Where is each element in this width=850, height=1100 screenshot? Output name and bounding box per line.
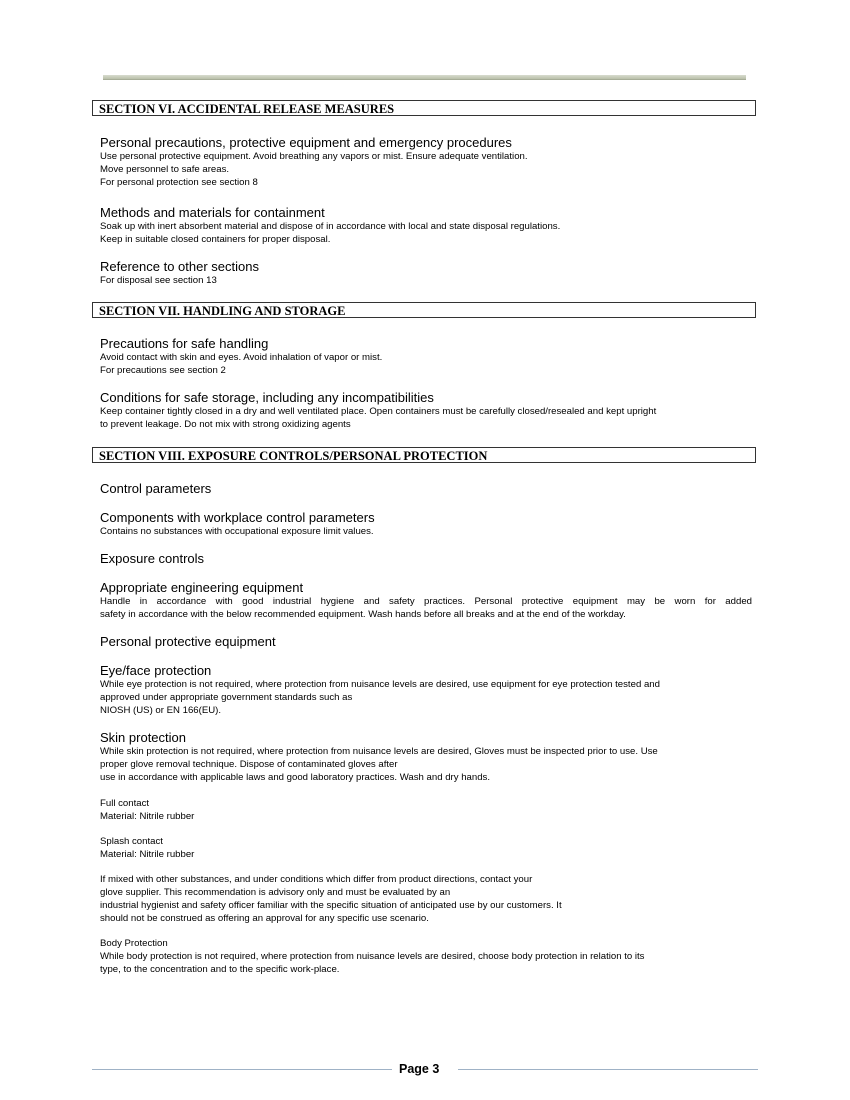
eye-face-heading: Eye/face protection (100, 663, 212, 678)
ppe-block (100, 634, 752, 649)
personal-precautions-line-1: Use personal protective equipment. Avoid breathing any vapors or mist. Ensure adequate ventilation. (100, 151, 528, 162)
containment-block (100, 205, 752, 246)
engineering-line-1: Handle in accordance with good industrial hygiene and safety practices. Personal protective equipment may be worn for added (100, 596, 752, 607)
eye-face-line-1: While eye protection is not required, where protection from nuisance levels are desired, use equipment for eye protection tested and (100, 679, 660, 690)
safe-storage-line-2: to prevent leakage. Do not mix with strong oxidizing agents (100, 419, 351, 430)
page-number: Page 3 (399, 1062, 440, 1076)
mixed-line-1: If mixed with other substances, and under conditions which differ from product directions, contact your (100, 874, 533, 885)
exposure-controls-heading: Exposure controls (100, 551, 205, 566)
safe-storage-heading: Conditions for safe storage, including any incompatibilities (100, 390, 434, 405)
skin-block (100, 730, 752, 784)
splash-contact-label: Splash contact (100, 836, 163, 847)
safe-storage-block (100, 390, 752, 431)
engineering-heading: Appropriate engineering equipment (100, 580, 304, 595)
top-divider (103, 75, 746, 80)
components-block (100, 510, 752, 538)
mixed-line-3: industrial hygienist and safety officer familiar with the specific situation of anticipated use by our customers. It (100, 900, 562, 911)
ppe-heading: Personal protective equipment (100, 634, 276, 649)
full-contact-block (100, 797, 752, 823)
safe-handling-heading: Precautions for safe handling (100, 336, 269, 351)
containment-line-2: Keep in suitable closed containers for proper disposal. (100, 234, 331, 245)
mixed-line-4: should not be construed as offering an approval for any specific use scenario. (100, 913, 429, 924)
section-8-header: SECTION VIII. EXPOSURE CONTROLS/PERSONAL PROTECTION (92, 447, 756, 463)
section-6-header: SECTION VI. ACCIDENTAL RELEASE MEASURES (92, 100, 756, 116)
containment-line-1: Soak up with inert absorbent material and dispose of in accordance with local and state disposal regulations. (100, 221, 561, 232)
mixed-substances-block (100, 873, 752, 925)
full-contact-material: Material: Nitrile rubber (100, 811, 195, 822)
reference-block (100, 259, 752, 287)
reference-heading: Reference to other sections (100, 259, 259, 274)
engineering-block (100, 580, 752, 621)
personal-precautions-block (100, 135, 752, 189)
engineering-line-2: safety in accordance with the below recommended equipment. Wash hands before all breaks and at the end of the workday. (100, 609, 626, 620)
footer-rule-left (92, 1069, 392, 1070)
body-protection-heading: Body Protection (100, 938, 168, 949)
control-parameters-heading: Control parameters (100, 481, 212, 496)
eye-face-line-3: NIOSH (US) or EN 166(EU). (100, 705, 222, 716)
body-protection-block (100, 937, 752, 976)
skin-line-3: use in accordance with applicable laws and good laboratory practices. Wash and dry hands. (100, 772, 491, 783)
safe-handling-line-2: For precautions see section 2 (100, 365, 226, 376)
full-contact-label: Full contact (100, 798, 150, 809)
safe-storage-line-1: Keep container tightly closed in a dry and well ventilated place. Open containers must be carefully closed/resealed and kept upright (100, 406, 657, 417)
body-protection-line-2: type, to the concentration and to the specific work-place. (100, 964, 340, 975)
control-parameters-block (100, 481, 752, 496)
components-line-1: Contains no substances with occupational exposure limit values. (100, 526, 374, 537)
reference-line-1: For disposal see section 13 (100, 275, 217, 286)
body-protection-line-1: While body protection is not required, where protection from nuisance levels are desired, choose body protection in relation to its (100, 951, 645, 962)
personal-precautions-line-2: Move personnel to safe areas. (100, 164, 230, 175)
eye-face-block (100, 663, 752, 717)
section-7-header: SECTION VII. HANDLING AND STORAGE (92, 302, 756, 318)
splash-contact-block (100, 835, 752, 861)
skin-line-1: While skin protection is not required, where protection from nuisance levels are desired, Gloves must be inspected prior to use. Use (100, 746, 658, 757)
personal-precautions-line-3: For personal protection see section 8 (100, 177, 258, 188)
personal-precautions-heading: Personal precautions, protective equipment and emergency procedures (100, 135, 512, 150)
components-heading: Components with workplace control parameters (100, 510, 375, 525)
exposure-controls-block (100, 551, 752, 566)
safe-handling-block (100, 336, 752, 377)
skin-line-2: proper glove removal technique. Dispose of contaminated gloves after (100, 759, 398, 770)
splash-contact-material: Material: Nitrile rubber (100, 849, 195, 860)
containment-heading: Methods and materials for containment (100, 205, 325, 220)
footer-rule-right (458, 1069, 758, 1070)
mixed-line-2: glove supplier. This recommendation is advisory only and must be evaluated by an (100, 887, 451, 898)
safe-handling-line-1: Avoid contact with skin and eyes. Avoid inhalation of vapor or mist. (100, 352, 383, 363)
eye-face-line-2: approved under appropriate government standards such as (100, 692, 353, 703)
skin-heading: Skin protection (100, 730, 186, 745)
